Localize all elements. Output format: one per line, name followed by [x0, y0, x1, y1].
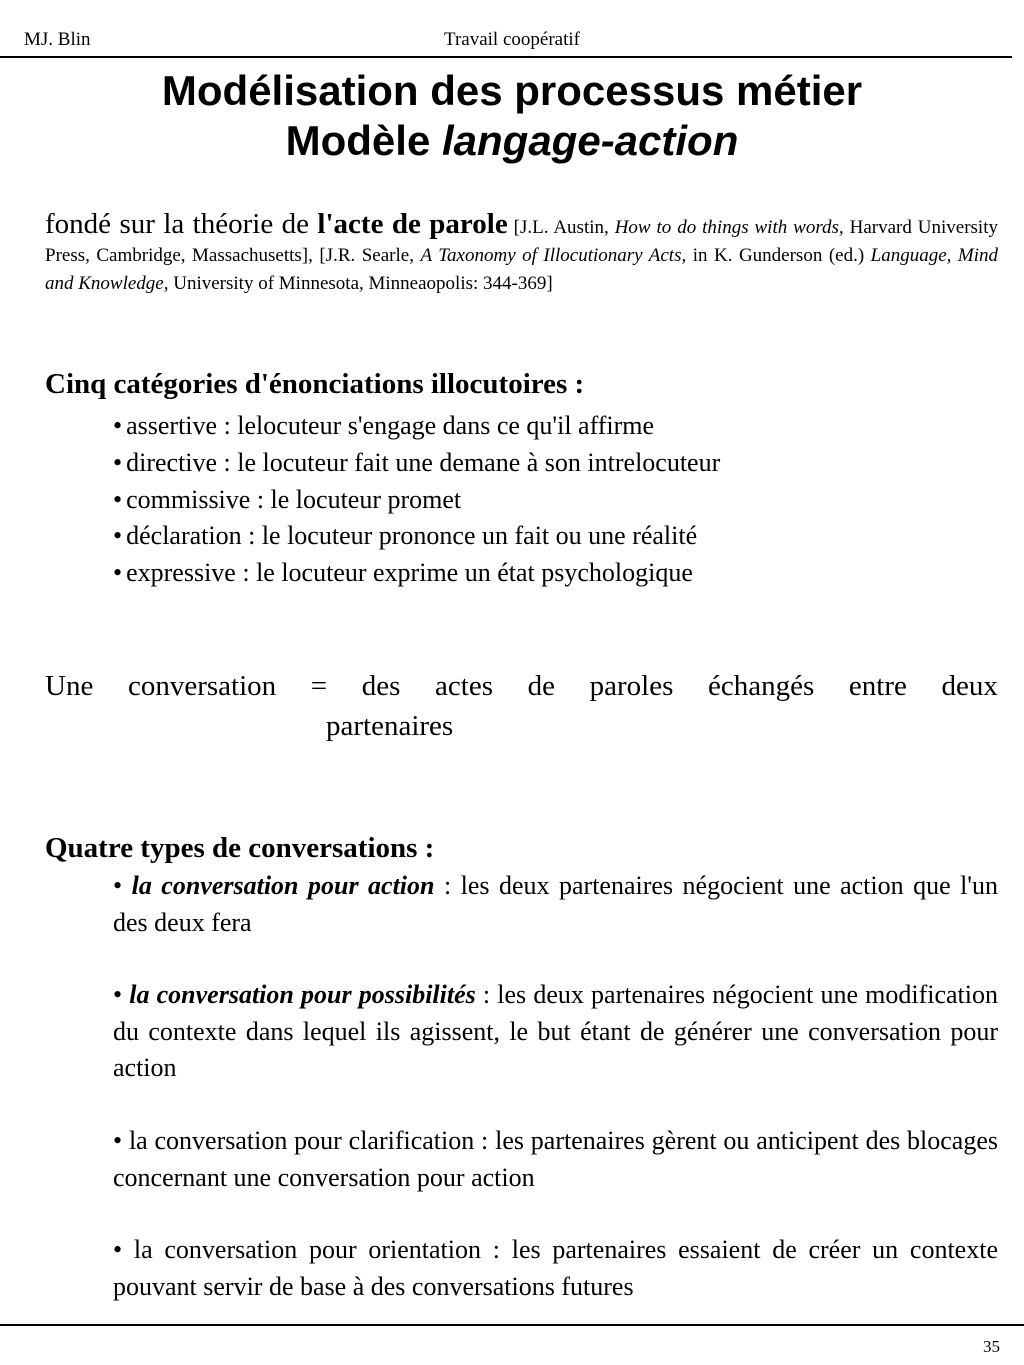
title-line-2 — [0, 116, 1024, 166]
bullet: • — [113, 980, 123, 1009]
list-item-text: assertive : lelocuteur s'engage dans ce qu'il affirme — [126, 411, 655, 440]
word: = — [310, 670, 328, 702]
word: de — [527, 670, 555, 702]
conversation-type-clarification — [113, 1123, 998, 1196]
slide-title — [0, 66, 1024, 166]
bullet: • — [113, 558, 123, 587]
type-description: la conversation pour clarification : les partenaires gèrent ou anticipent des blocages concernant une conversation pour action — [113, 1126, 999, 1192]
conversation-type-possibilities — [113, 977, 998, 1087]
intro-lead: fondé sur la théorie de — [45, 208, 318, 240]
conversation-type-action — [113, 868, 998, 941]
word: des — [361, 670, 401, 702]
intro-paragraph — [45, 210, 998, 298]
conversation-definition-line-2: partenaires — [326, 710, 454, 742]
list-item — [113, 482, 720, 519]
title-line-2-prefix: Modèle — [285, 117, 442, 164]
bullet: • — [113, 411, 123, 440]
conversation-definition-line-1 — [45, 666, 998, 706]
intro-key-term: l'acte de parole — [317, 208, 508, 240]
bullet: • — [113, 521, 123, 551]
conversation-definition — [45, 666, 998, 746]
bullet: • — [113, 871, 123, 900]
header-divider — [0, 56, 1012, 58]
ref2-rest: University of Minnesota, Minneaopolis: 344-369] — [168, 273, 553, 294]
ref1-prefix: [J.L. Austin, — [507, 217, 615, 238]
ref2-title: A Taxonomy of Illocutionary Acts, — [420, 245, 687, 266]
list-item-text: directive : le locuteur fait une demane à son intrelocuteur — [126, 447, 721, 477]
title-line-2-italic: langage-action — [441, 117, 739, 164]
ref1-rest: Harvard University Press, Cambridge, Massachusetts], [J.R. Searle, — [45, 217, 998, 266]
word: Une — [45, 670, 94, 702]
list-item — [113, 408, 720, 445]
categories-list — [113, 408, 720, 592]
list-item-text: expressive : le locuteur exprime un état psychologique — [126, 558, 693, 587]
bullet: • — [113, 1235, 123, 1264]
type-term: la conversation pour possibilités — [129, 980, 476, 1009]
ref2-mid: in K. Gunderson (ed.) — [686, 245, 871, 266]
type-description: la conversation pour orientation : les partenaires essaient de créer un contexte pouvant servir de base à des conversations futures — [113, 1235, 998, 1301]
list-item — [113, 518, 720, 555]
word: conversation — [127, 670, 277, 702]
page-number: 35 — [983, 1337, 1000, 1356]
list-item-text: commissive : le locuteur promet — [126, 484, 462, 514]
bullet: • — [113, 447, 123, 477]
word: échangés — [708, 670, 815, 702]
bullet: • — [113, 484, 123, 514]
conversation-type-orientation — [113, 1232, 998, 1305]
type-term: la conversation pour action — [131, 871, 435, 900]
types-heading: Quatre types de conversations : — [45, 832, 435, 864]
bullet: • — [113, 1126, 123, 1155]
word: paroles — [589, 670, 674, 702]
ref2-book: Language, Mind and Knowledge, — [45, 245, 999, 294]
list-item — [113, 555, 720, 592]
word: actes — [435, 670, 493, 702]
header-author: MJ. Blin — [24, 29, 91, 50]
title-line-1: Modélisation des processus métier — [161, 67, 863, 114]
list-item-text: déclaration : le locuteur prononce un fait ou une réalité — [126, 521, 698, 551]
categories-heading: Cinq catégories d'énonciations illocutoires : — [45, 368, 585, 400]
type-description: : les deux partenaires négocient une modification du contexte dans lequel ils agissent, le but étant de générer une conversation pour action — [113, 980, 998, 1082]
word: entre — [848, 670, 907, 702]
type-description: : les deux partenaires négocient une action que l'un des deux fera — [113, 871, 998, 937]
ref1-title: How to do things with words, — [614, 217, 844, 238]
header-course-title: Travail coopératif — [444, 29, 580, 50]
footer-divider — [0, 1324, 1024, 1326]
word: deux — [941, 670, 998, 702]
list-item — [113, 445, 720, 482]
